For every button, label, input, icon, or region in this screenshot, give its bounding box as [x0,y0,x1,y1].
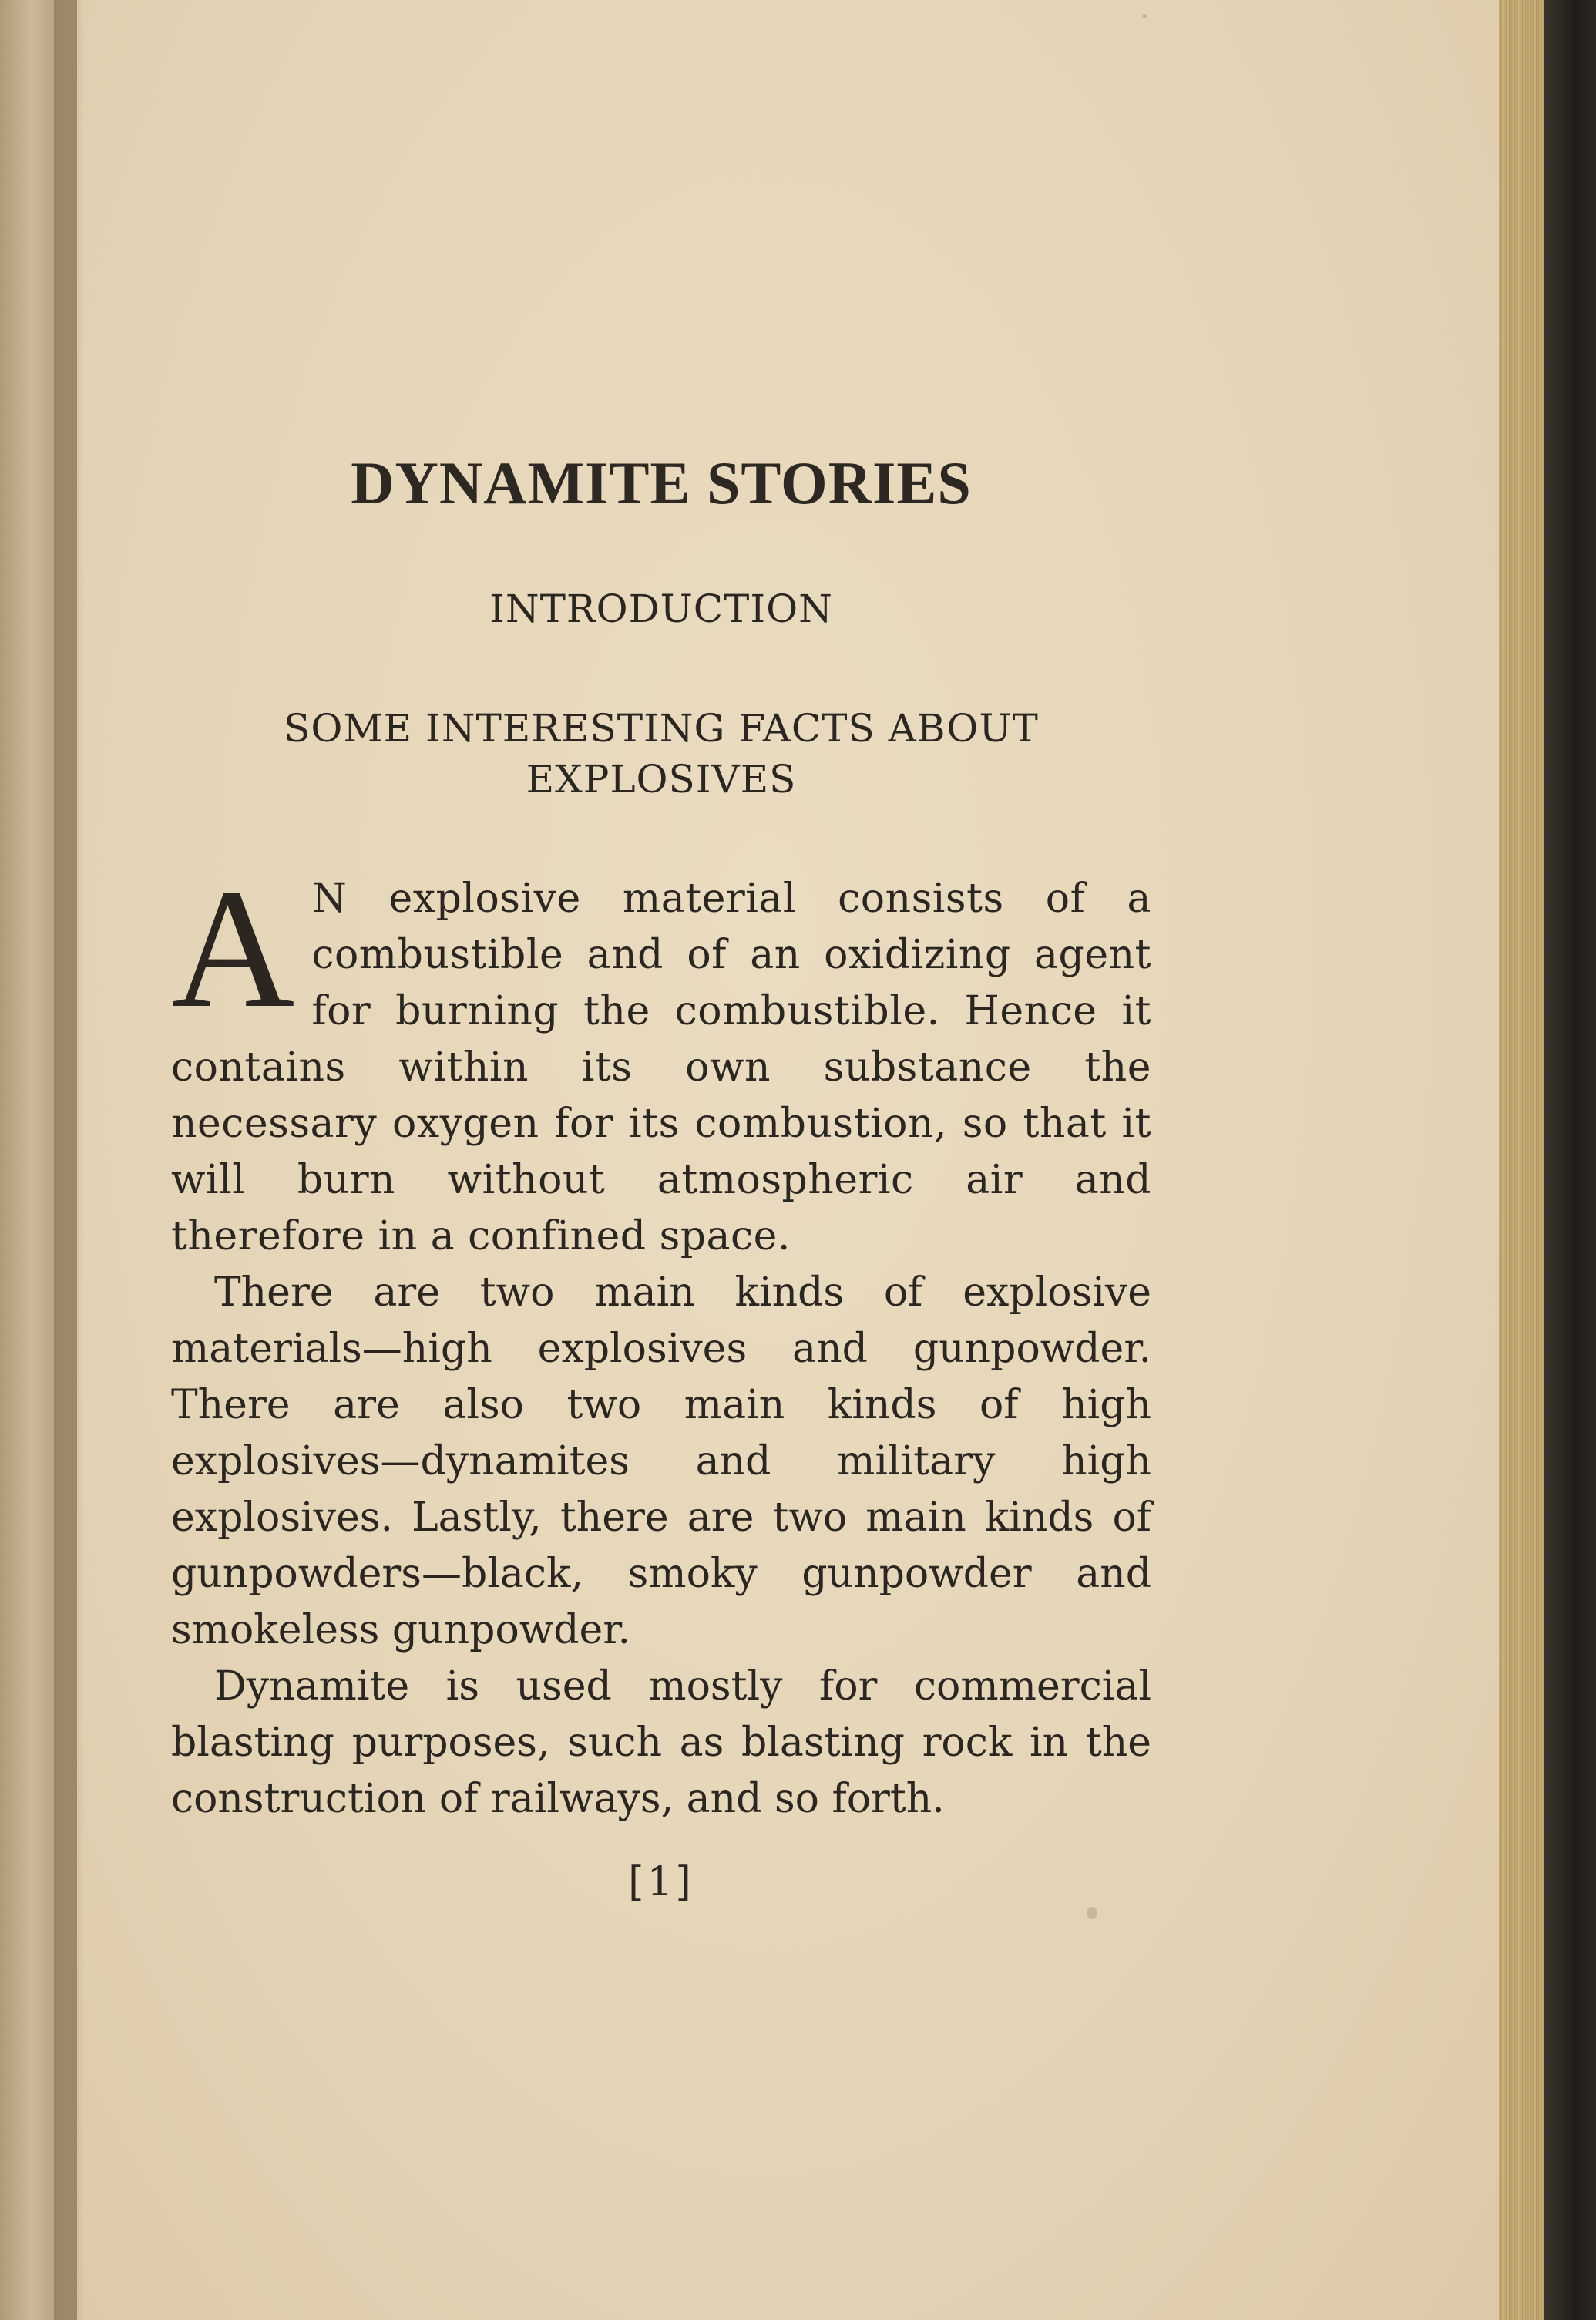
book-cover-edge [1544,0,1596,2320]
paragraph-3: Dynamite is used mostly for commercial blasting purposes, such as blasting rock in the construction of railways, and so forth. [171,1663,1151,1822]
section-title: INTRODUCTION [489,587,833,631]
drop-cap: A [171,854,295,1044]
paper-stain [1087,1907,1097,1919]
paper-stain [1142,14,1147,18]
chapter-title: SOME INTERESTING FACTS ABOUT EXPLOSIVES [284,706,1039,802]
page-number: [1] [628,1859,694,1905]
paragraph-2: There are two main kinds of explosive materials—high explosives and gunpowder. There are also two main kinds of high explosives—dynamites and military high explosives. Lastly, there are two main kinds of gunpowders—black, smoky gunpowder and smokeless gunpowder. [171,1269,1151,1653]
page-block-edges [1499,0,1544,2320]
book-title: DYNAMITE STORIES [351,449,972,516]
paragraph-1 [171,854,1151,1265]
paragraph-1-text: N explosive material consists of a combustible and of an oxidizing agent for burning the combustible. Hence it contains within its own substance the necessary oxygen for its combustion, so that it will burn without atmospheric air and therefore in a confined space. [171,876,1151,1259]
body-text [171,854,1151,1827]
gutter-shadow [54,0,85,2320]
